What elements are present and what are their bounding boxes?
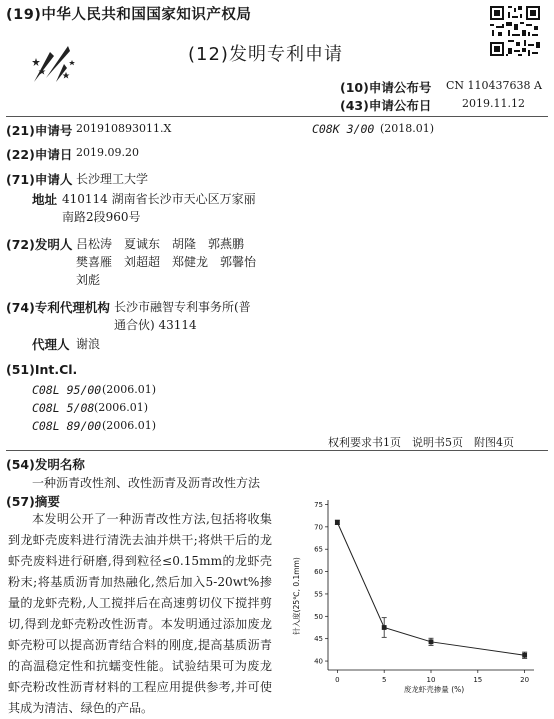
ipc-main-year: (2018.01) bbox=[380, 122, 435, 135]
y-tick-label: 50 bbox=[314, 612, 323, 621]
publication-date-label: (43)申请公布日 bbox=[340, 98, 432, 113]
logo bbox=[28, 42, 78, 90]
agency-label: (74)专利代理机构 bbox=[6, 300, 110, 315]
inventors-line-1: 吕松涛 夏诚东 胡隆 郭燕鹏 bbox=[76, 237, 245, 251]
intcl-code-3: C08L 89/00 bbox=[32, 419, 102, 433]
address-line-2: 南路2段960号 bbox=[62, 210, 141, 224]
header-divider bbox=[6, 116, 548, 117]
address-line-1: 410114 湖南省长沙市天心区万家丽 bbox=[62, 192, 256, 206]
applicant-label: (71)申请人 bbox=[6, 172, 73, 187]
chart-y-axis-label: 针入度(25℃, 0.1mm) bbox=[292, 557, 301, 635]
invention-title-label: (54)发明名称 bbox=[6, 457, 85, 472]
y-tick-label: 60 bbox=[314, 568, 323, 577]
abstract-label: (57)摘要 bbox=[6, 494, 60, 509]
series-line bbox=[337, 522, 524, 655]
filing-date-label: (22)申请日 bbox=[6, 147, 73, 162]
intcl-label: (51)Int.Cl. bbox=[6, 362, 78, 377]
intcl-year-3: (2006.01) bbox=[102, 419, 157, 432]
intcl-code-1: C08L 95/00 bbox=[32, 383, 102, 397]
chart-axes bbox=[314, 500, 534, 684]
application-number: 201910893011.X bbox=[76, 122, 172, 135]
chart-marks bbox=[335, 520, 527, 658]
inventors-label: (72)发明人 bbox=[6, 237, 73, 252]
agent-label: 代理人 bbox=[32, 337, 70, 352]
inventors-line-3: 刘彪 bbox=[76, 273, 101, 287]
address-label: 地址 bbox=[32, 192, 58, 207]
y-tick-label: 55 bbox=[314, 590, 323, 599]
penetration-chart bbox=[284, 488, 546, 698]
y-tick-label: 45 bbox=[314, 635, 323, 644]
chart-x-axis-label: 废龙虾壳掺量 (%) bbox=[403, 685, 465, 694]
intcl-code-2: C08L 5/08 bbox=[32, 401, 95, 415]
office-name: (19)中华人民共和国国家知识产权局 bbox=[6, 7, 252, 23]
intcl-year-2: (2006.01) bbox=[94, 401, 149, 414]
pages-summary: 权利要求书1页 说明书5页 附图4页 bbox=[328, 436, 514, 449]
abstract-text: 本发明公开了一种沥青改性方法,包括将收集到龙虾壳废料进行清洗去油并烘干;将烘干后的龙虾壳废料进行研磨,得到粒径≤0.15mm的龙虾壳粉末;将基质沥青加热融化,然后加入5-20wt%掺量的龙虾壳粉,人工搅拌后在高速剪切仪下搅拌剪切,得到龙虾壳粉改性沥青。本发明通过添加废龙虾壳粉可以提高沥青结合料的刚度,提高基质沥青的高温稳定性和抗蠕变性能。试验结果可为废龙虾壳粉改性沥青材料的工程应用提供参考,并可使其成为清洁、绿色的产品。 bbox=[8, 512, 272, 715]
qr-code-icon bbox=[488, 4, 542, 58]
applicant: 长沙理工大学 bbox=[76, 172, 149, 186]
x-tick-label: 5 bbox=[381, 676, 387, 684]
x-tick-label: 10 bbox=[426, 676, 436, 684]
data-point bbox=[335, 520, 340, 525]
y-tick-label: 65 bbox=[314, 545, 323, 554]
intcl-year-1: (2006.01) bbox=[102, 383, 157, 396]
y-tick-label: 75 bbox=[314, 500, 323, 509]
agent: 谢浪 bbox=[76, 337, 101, 351]
y-tick-label: 40 bbox=[314, 657, 323, 666]
application-number-label: (21)申请号 bbox=[6, 123, 73, 138]
invention-title: 一种沥青改性剂、改性沥青及沥青改性方法 bbox=[32, 476, 261, 490]
x-tick-label: 15 bbox=[473, 676, 483, 684]
publication-number: CN 110437638 A bbox=[446, 79, 542, 92]
ipc-main-code: C08K 3/00 bbox=[312, 122, 375, 136]
x-tick-label: 20 bbox=[520, 676, 530, 684]
data-point bbox=[382, 625, 387, 630]
agency-line-2: 通合伙) 43114 bbox=[114, 318, 197, 332]
inventors-line-2: 樊喜雁 刘超超 郑健龙 郭馨怡 bbox=[76, 255, 257, 269]
publication-number-label: (10)申请公布号 bbox=[340, 80, 432, 95]
abstract-divider bbox=[6, 450, 548, 451]
data-point bbox=[429, 639, 434, 644]
agency-line-1: 长沙市融智专利事务所(普 bbox=[114, 300, 251, 314]
filing-date: 2019.09.20 bbox=[76, 146, 139, 159]
y-tick-label: 70 bbox=[314, 523, 323, 532]
document-type: (12)发明专利申请 bbox=[188, 44, 343, 65]
publication-date: 2019.11.12 bbox=[462, 97, 525, 110]
data-point bbox=[522, 653, 527, 658]
x-tick-label: 0 bbox=[335, 676, 340, 684]
